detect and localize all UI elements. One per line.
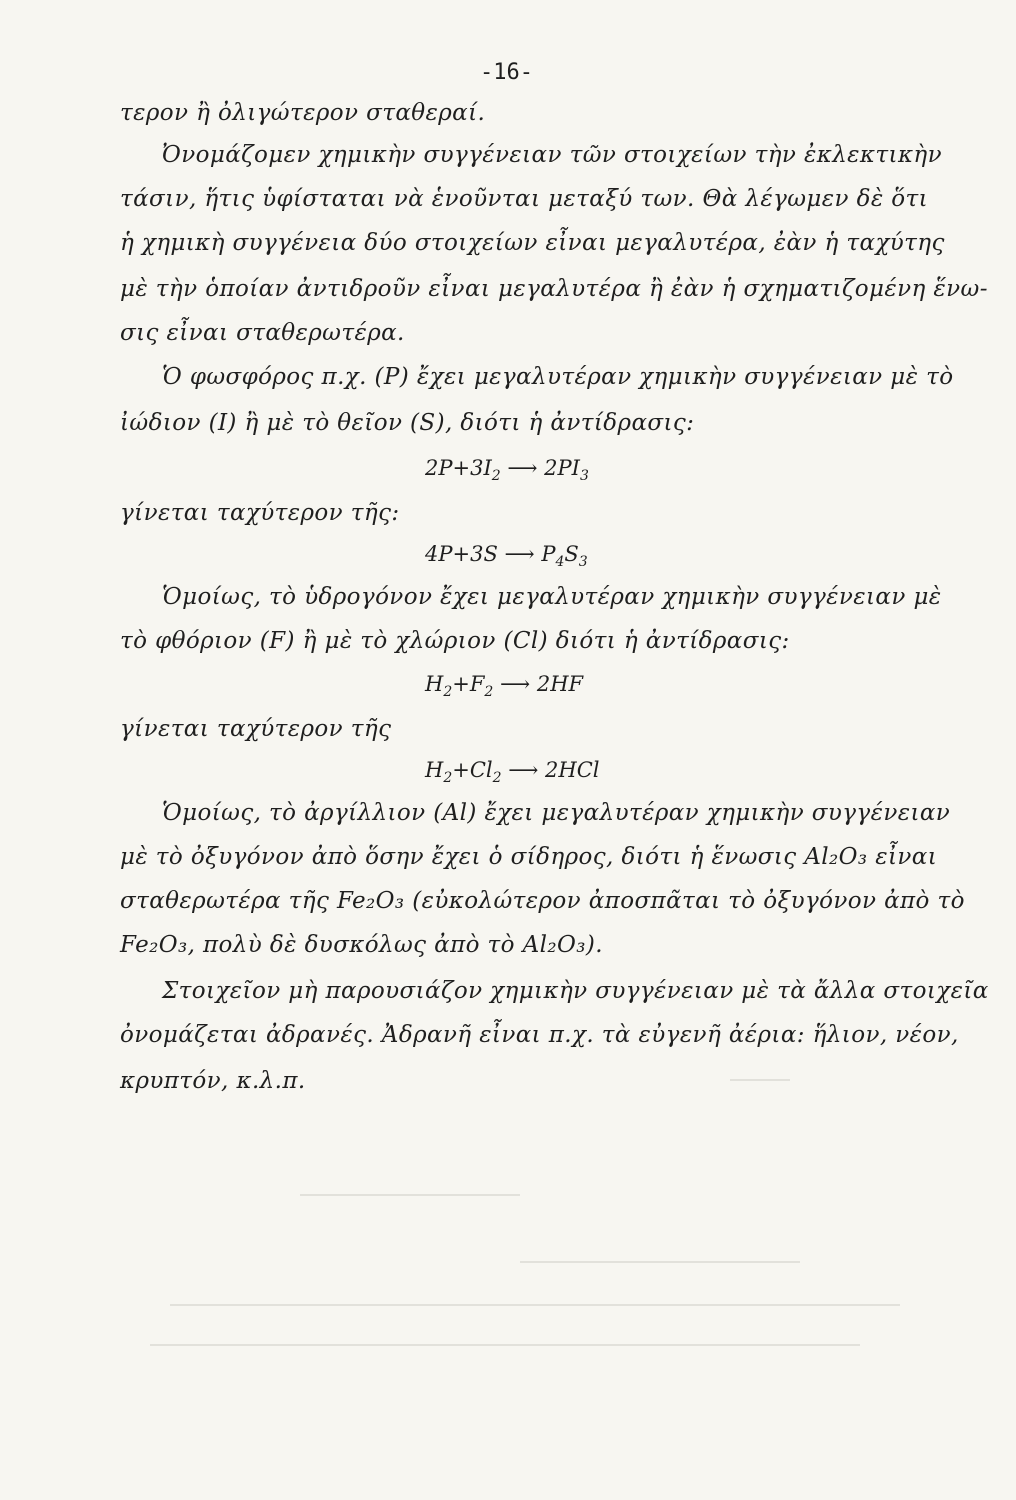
chemical-equation — [425, 758, 600, 786]
equation-lhs: H — [425, 758, 444, 782]
text-line: Ὁμοίως, τὸ ἀργίλλιον (Al) ἔχει μεγαλυτέραν χημικὴν συγγένειαν — [162, 800, 951, 826]
subscript: 2 — [443, 770, 453, 786]
reaction-arrow: ⟶ — [507, 456, 538, 480]
equation-lhs-part: +F — [452, 672, 485, 696]
text-line: Fe₂O₃, πολὺ δὲ δυσκόλως ἀπὸ τὸ Al₂O₃). — [120, 932, 603, 958]
equation-rhs: 2HCl — [545, 758, 600, 782]
chemical-equation — [425, 672, 583, 700]
reaction-arrow: ⟶ — [500, 672, 531, 696]
subscript: 4 — [555, 554, 565, 570]
text-line: τὸ φθόριον (F) ἢ μὲ τὸ χλώριον (Cl) διότι ἡ ἀντίδρασις: — [120, 628, 790, 654]
subscript: 3 — [578, 554, 588, 570]
reaction-arrow: ⟶ — [508, 758, 539, 782]
text-line: ἰώδιον (I) ἢ μὲ τὸ θεῖον (S), διότι ἡ ἀντίδρασις: — [120, 410, 695, 436]
subscript: 2 — [484, 684, 494, 700]
equation-lhs: H — [425, 672, 444, 696]
chemical-equation — [425, 456, 589, 484]
text-line: Ὁμοίως, τὸ ὑδρογόνον ἔχει μεγαλυτέραν χημικὴν συγγένειαν μὲ — [162, 584, 942, 610]
text-line: γίνεται ταχύτερον τῆς — [120, 716, 392, 742]
text-line: σταθερωτέρα τῆς Fe₂O₃ (εὐκολώτερον ἀποσπᾶται τὸ ὀξυγόνον ἀπὸ τὸ — [120, 888, 965, 914]
text-line: τερον ἢ ὀλιγώτερον σταθεραί. — [120, 100, 486, 126]
subscript: 3 — [579, 468, 589, 484]
text-line: σις εἶναι σταθερωτέρα. — [120, 320, 405, 346]
text-line: μὲ τὴν ὁποίαν ἀντιδροῦν εἶναι μεγαλυτέρα ἢ ἐὰν ἡ σχηματιζομένη ἕνω- — [120, 276, 988, 302]
equation-rhs: P — [541, 542, 556, 566]
text-line: γίνεται ταχύτερον τῆς: — [120, 500, 400, 526]
reaction-arrow: ⟶ — [504, 542, 535, 566]
subscript: 2 — [491, 468, 501, 484]
text-line: μὲ τὸ ὀξυγόνον ἀπὸ ὅσην ἔχει ὁ σίδηρος, διότι ἡ ἕνωσις Al₂O₃ εἶναι — [120, 844, 938, 870]
subscript: 2 — [492, 770, 502, 786]
text-line: ἡ χημικὴ συγγένεια δύο στοιχείων εἶναι μεγαλυτέρα, ἐὰν ἡ ταχύτης — [120, 230, 945, 256]
equation-lhs: 4P+3S — [425, 542, 498, 566]
text-line: κρυπτόν, κ.λ.π. — [120, 1068, 306, 1094]
text-line: τάσιν, ἥτις ὑφίσταται νὰ ἑνοῦνται μεταξύ των. Θὰ λέγωμεν δὲ ὅτι — [120, 186, 929, 212]
equation-rhs: 2PI — [544, 456, 580, 480]
text-line: ὀνομάζεται ἀδρανές. Ἀδρανῆ εἶναι π.χ. τὰ εὐγενῆ ἀέρια: ἥλιον, νέον, — [120, 1022, 959, 1048]
equation-rhs-part: S — [564, 542, 579, 566]
text-line: Στοιχεῖον μὴ παρουσιάζον χημικὴν συγγένειαν μὲ τὰ ἄλλα στοιχεῖα — [162, 978, 989, 1004]
subscript: 2 — [443, 684, 453, 700]
page-number: -16- — [480, 60, 533, 85]
equation-lhs-part: +Cl — [452, 758, 493, 782]
text-line: Ὀνομάζομεν χημικὴν συγγένειαν τῶν στοιχείων τὴν ἐκλεκτικὴν — [162, 142, 942, 168]
chemical-equation — [425, 542, 588, 570]
equation-lhs: 2P+3I — [425, 456, 492, 480]
text-line: Ὁ φωσφόρος π.χ. (P) ἔχει μεγαλυτέραν χημικὴν συγγένειαν μὲ τὸ — [162, 364, 954, 390]
equation-rhs: 2HF — [536, 672, 584, 696]
